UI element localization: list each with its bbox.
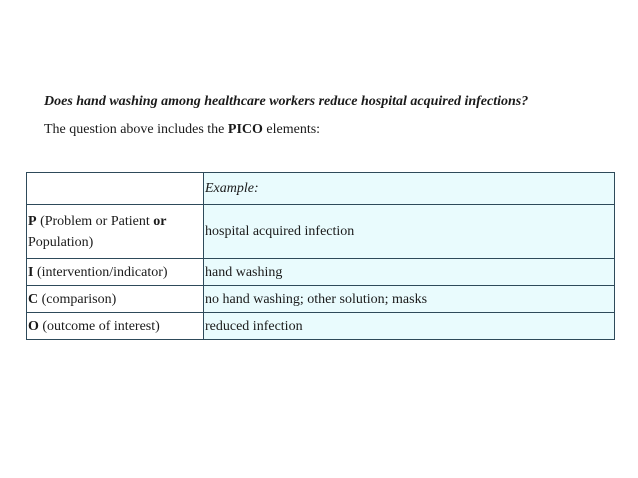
element-label: (comparison) (38, 291, 117, 307)
example-cell-c: no hand washing; other solution; masks (204, 286, 615, 313)
element-letter: O (28, 318, 39, 334)
intro-text (44, 122, 320, 138)
element-letter: I (28, 264, 34, 280)
pico-table (26, 172, 615, 340)
table-header-row (27, 173, 615, 205)
header-cell-empty (27, 173, 204, 205)
table-row-i (27, 259, 615, 286)
element-label: (Problem or Patient (36, 213, 154, 229)
table-row-c (27, 286, 615, 313)
example-cell-i: hand washing (204, 259, 615, 286)
element-cell-i (27, 259, 204, 286)
table-row-p (27, 205, 615, 259)
example-cell-o: reduced infection (204, 313, 615, 340)
intro-before: The question above includes the (44, 122, 228, 137)
question-heading: Does hand washing among healthcare workers reduce hospital acquired infections? (44, 94, 529, 109)
element-label-bold: or (153, 213, 167, 229)
intro-after: elements: (262, 122, 321, 137)
element-letter: P (28, 213, 37, 229)
element-letter: C (28, 291, 39, 307)
example-cell-p: hospital acquired infection (204, 205, 615, 259)
element-label: (outcome of interest) (38, 318, 160, 334)
element-cell-o (27, 313, 204, 340)
element-cell-c (27, 286, 204, 313)
element-label-cont: Population) (28, 234, 94, 250)
intro-pico: PICO (227, 122, 263, 137)
table-row-o (27, 313, 615, 340)
element-label: (intervention/indicator) (33, 264, 168, 280)
element-cell-p (27, 205, 204, 259)
header-cell-example: Example: (204, 173, 615, 205)
